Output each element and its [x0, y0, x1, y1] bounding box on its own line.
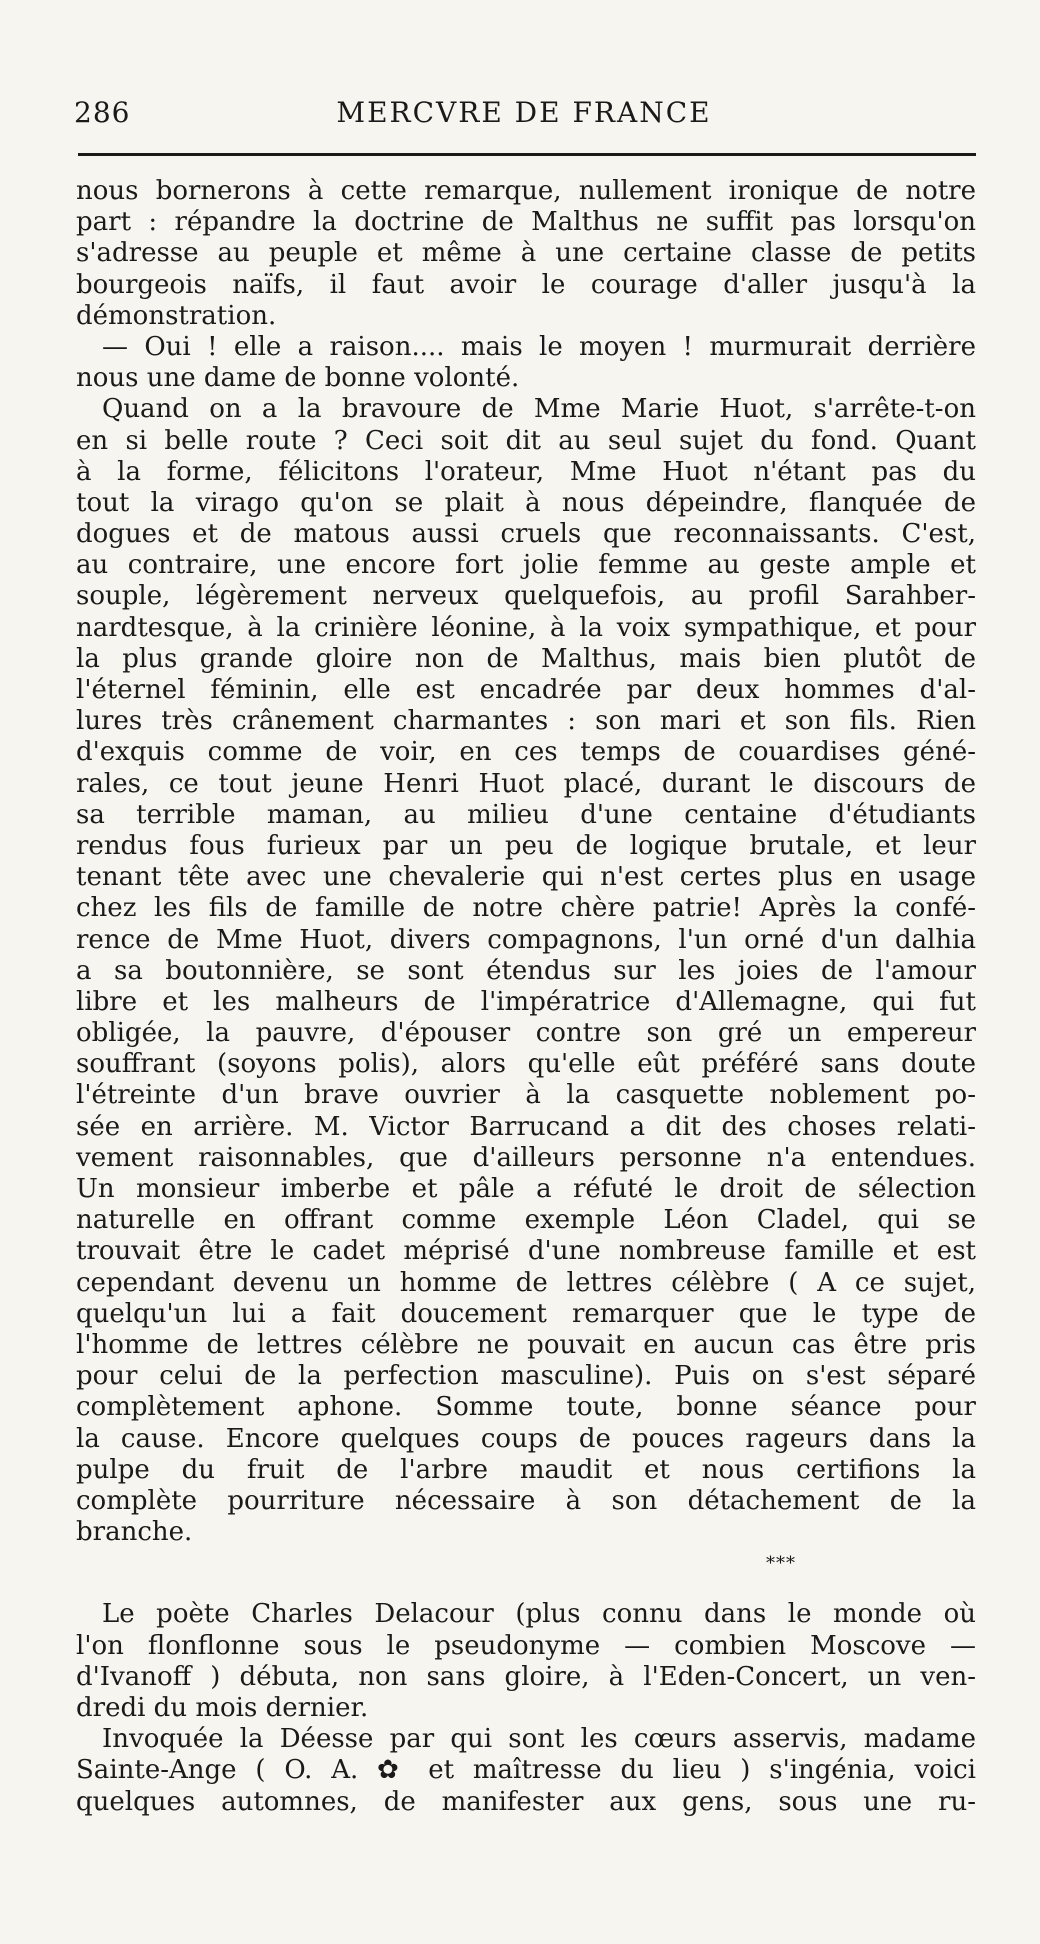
text-line: libre et les malheurs de l'impératrice d'Allemagne, qui fut — [76, 986, 976, 1017]
text-line: complète pourriture nécessaire à son détachement de la — [76, 1485, 976, 1516]
text-line: souple, légèrement nerveux quelquefois, au profil Sarahber- — [76, 581, 976, 612]
text-line: tenant tête avec une chevalerie qui n'est certes plus en usage — [76, 862, 976, 893]
text-line: sa terrible maman, au milieu d'une centaine d'étudiants — [76, 799, 976, 830]
text-line: l'étreinte d'un brave ouvrier à la casquette noblement po- — [76, 1080, 976, 1111]
text-line: vement raisonnables, que d'ailleurs personne n'a entendues. — [76, 1142, 976, 1173]
text-line: s'adresse au peuple et même à une certaine classe de petits — [76, 238, 976, 269]
text-line: au contraire, une encore fort jolie femme au geste ample et — [76, 550, 976, 581]
text-line: la cause. Encore quelques coups de pouces rageurs dans la — [76, 1423, 976, 1454]
text-line: l'on flonflonne sous le pseudonyme — combien Moscove — — [76, 1630, 976, 1661]
text-line: quelques automnes, de manifester aux gens, sous une ru- — [76, 1786, 976, 1817]
text-line: complètement aphone. Somme toute, bonne séance pour — [76, 1392, 976, 1423]
text-line: démonstration. — [76, 300, 277, 331]
text-line: branche. — [76, 1517, 193, 1548]
text-line: sée en arrière. M. Victor Barrucand a dit des choses relati- — [76, 1111, 976, 1142]
text-line: dredi du mois dernier. — [76, 1693, 369, 1723]
text-line: a sa boutonnière, se sont étendus sur les joies de l'amour — [76, 955, 976, 986]
text-line: à la forme, félicitons l'orateur, Mme Huot n'étant pas du — [76, 456, 976, 487]
text-line: lures très crânement charmantes : son mari et son fils. Rien — [76, 706, 976, 737]
text-line: part : répandre la doctrine de Malthus ne suffit pas lorsqu'on — [76, 207, 976, 238]
running-title: MERCVRE DE FRANCE — [336, 96, 712, 129]
section-gap — [76, 1579, 976, 1599]
text-line: Un monsieur imberbe et pâle a réfuté le droit de sélection — [76, 1174, 976, 1204]
text-line: cependant devenu un homme de lettres célèbre ( A ce sujet, — [76, 1267, 976, 1298]
text-line: nous une dame de bonne volonté. — [76, 363, 520, 394]
page-header — [74, 96, 974, 136]
text-line: Invoquée la Déesse par qui sont les cœurs asservis, madame — [102, 1724, 976, 1755]
header-rule — [78, 153, 976, 156]
text-line: Quand on a la bravoure de Mme Marie Huot, s'arrête-t-on — [102, 394, 976, 425]
text-line: l'éternel féminin, elle est encadrée par deux hommes d'al- — [76, 675, 976, 705]
text-line: quelqu'un lui a fait doucement remarquer que le type de — [76, 1298, 976, 1329]
text-line: l'homme de lettres célèbre ne pouvait en aucun cas être pris — [76, 1329, 976, 1360]
text-line: pour celui de la perfection masculine). Puis on s'est séparé — [76, 1361, 976, 1392]
section-asterism: *** — [766, 1553, 796, 1575]
text-line: dogues et de matous aussi cruels que reconnaissants. C'est, — [76, 519, 976, 550]
text-line: Sainte-Ange ( O. A. ✿ et maîtresse du lieu ) s'ingénia, voici — [76, 1755, 976, 1786]
text-line: souffrant (soyons polis), alors qu'elle eût préféré sans doute — [76, 1049, 976, 1080]
text-line: d'Ivanoff ) débuta, non sans gloire, à l'Eden-Concert, un ven- — [76, 1661, 976, 1692]
text-line: Le poète Charles Delacour (plus connu dans le monde où — [102, 1599, 976, 1630]
text-line: en si belle route ? Ceci soit dit au seul sujet du fond. Quant — [76, 425, 976, 456]
text-line: chez les fils de famille de notre chère patrie! Après la confé- — [76, 893, 976, 924]
text-line: rendus fous furieux par un peu de logique brutale, et leur — [76, 830, 976, 861]
text-line: trouvait être le cadet méprisé d'une nombreuse famille et est — [76, 1236, 976, 1267]
text-line: obligée, la pauvre, d'épouser contre son gré un empereur — [76, 1018, 976, 1049]
text-line: naturelle en offrant comme exemple Léon Cladel, qui se — [76, 1205, 976, 1236]
text-line: rence de Mme Huot, divers compagnons, l'un orné d'un dalhia — [76, 924, 976, 955]
text-line: nardtesque, à la crinière léonine, à la voix sympathique, et pour — [76, 612, 976, 643]
text-line: tout la virago qu'on se plait à nous dépeindre, flanquée de — [76, 487, 976, 518]
text-line: bourgeois naïfs, il faut avoir le courage d'aller jusqu'à la — [76, 269, 976, 300]
body-text — [76, 176, 976, 1818]
text-line: rales, ce tout jeune Henri Huot placé, durant le discours de — [76, 768, 976, 799]
text-line: d'exquis comme de voir, en ces temps de couardises géné- — [76, 737, 976, 768]
text-line: — Oui ! elle a raison.... mais le moyen ! murmurait derrière — [102, 331, 976, 362]
page-number: 286 — [74, 96, 131, 129]
text-line: la plus grande gloire non de Malthus, mais bien plutôt de — [76, 643, 976, 674]
text-line: pulpe du fruit de l'arbre maudit et nous certifions la — [76, 1454, 976, 1485]
text-line: nous bornerons à cette remarque, nullement ironique de notre — [76, 176, 976, 206]
